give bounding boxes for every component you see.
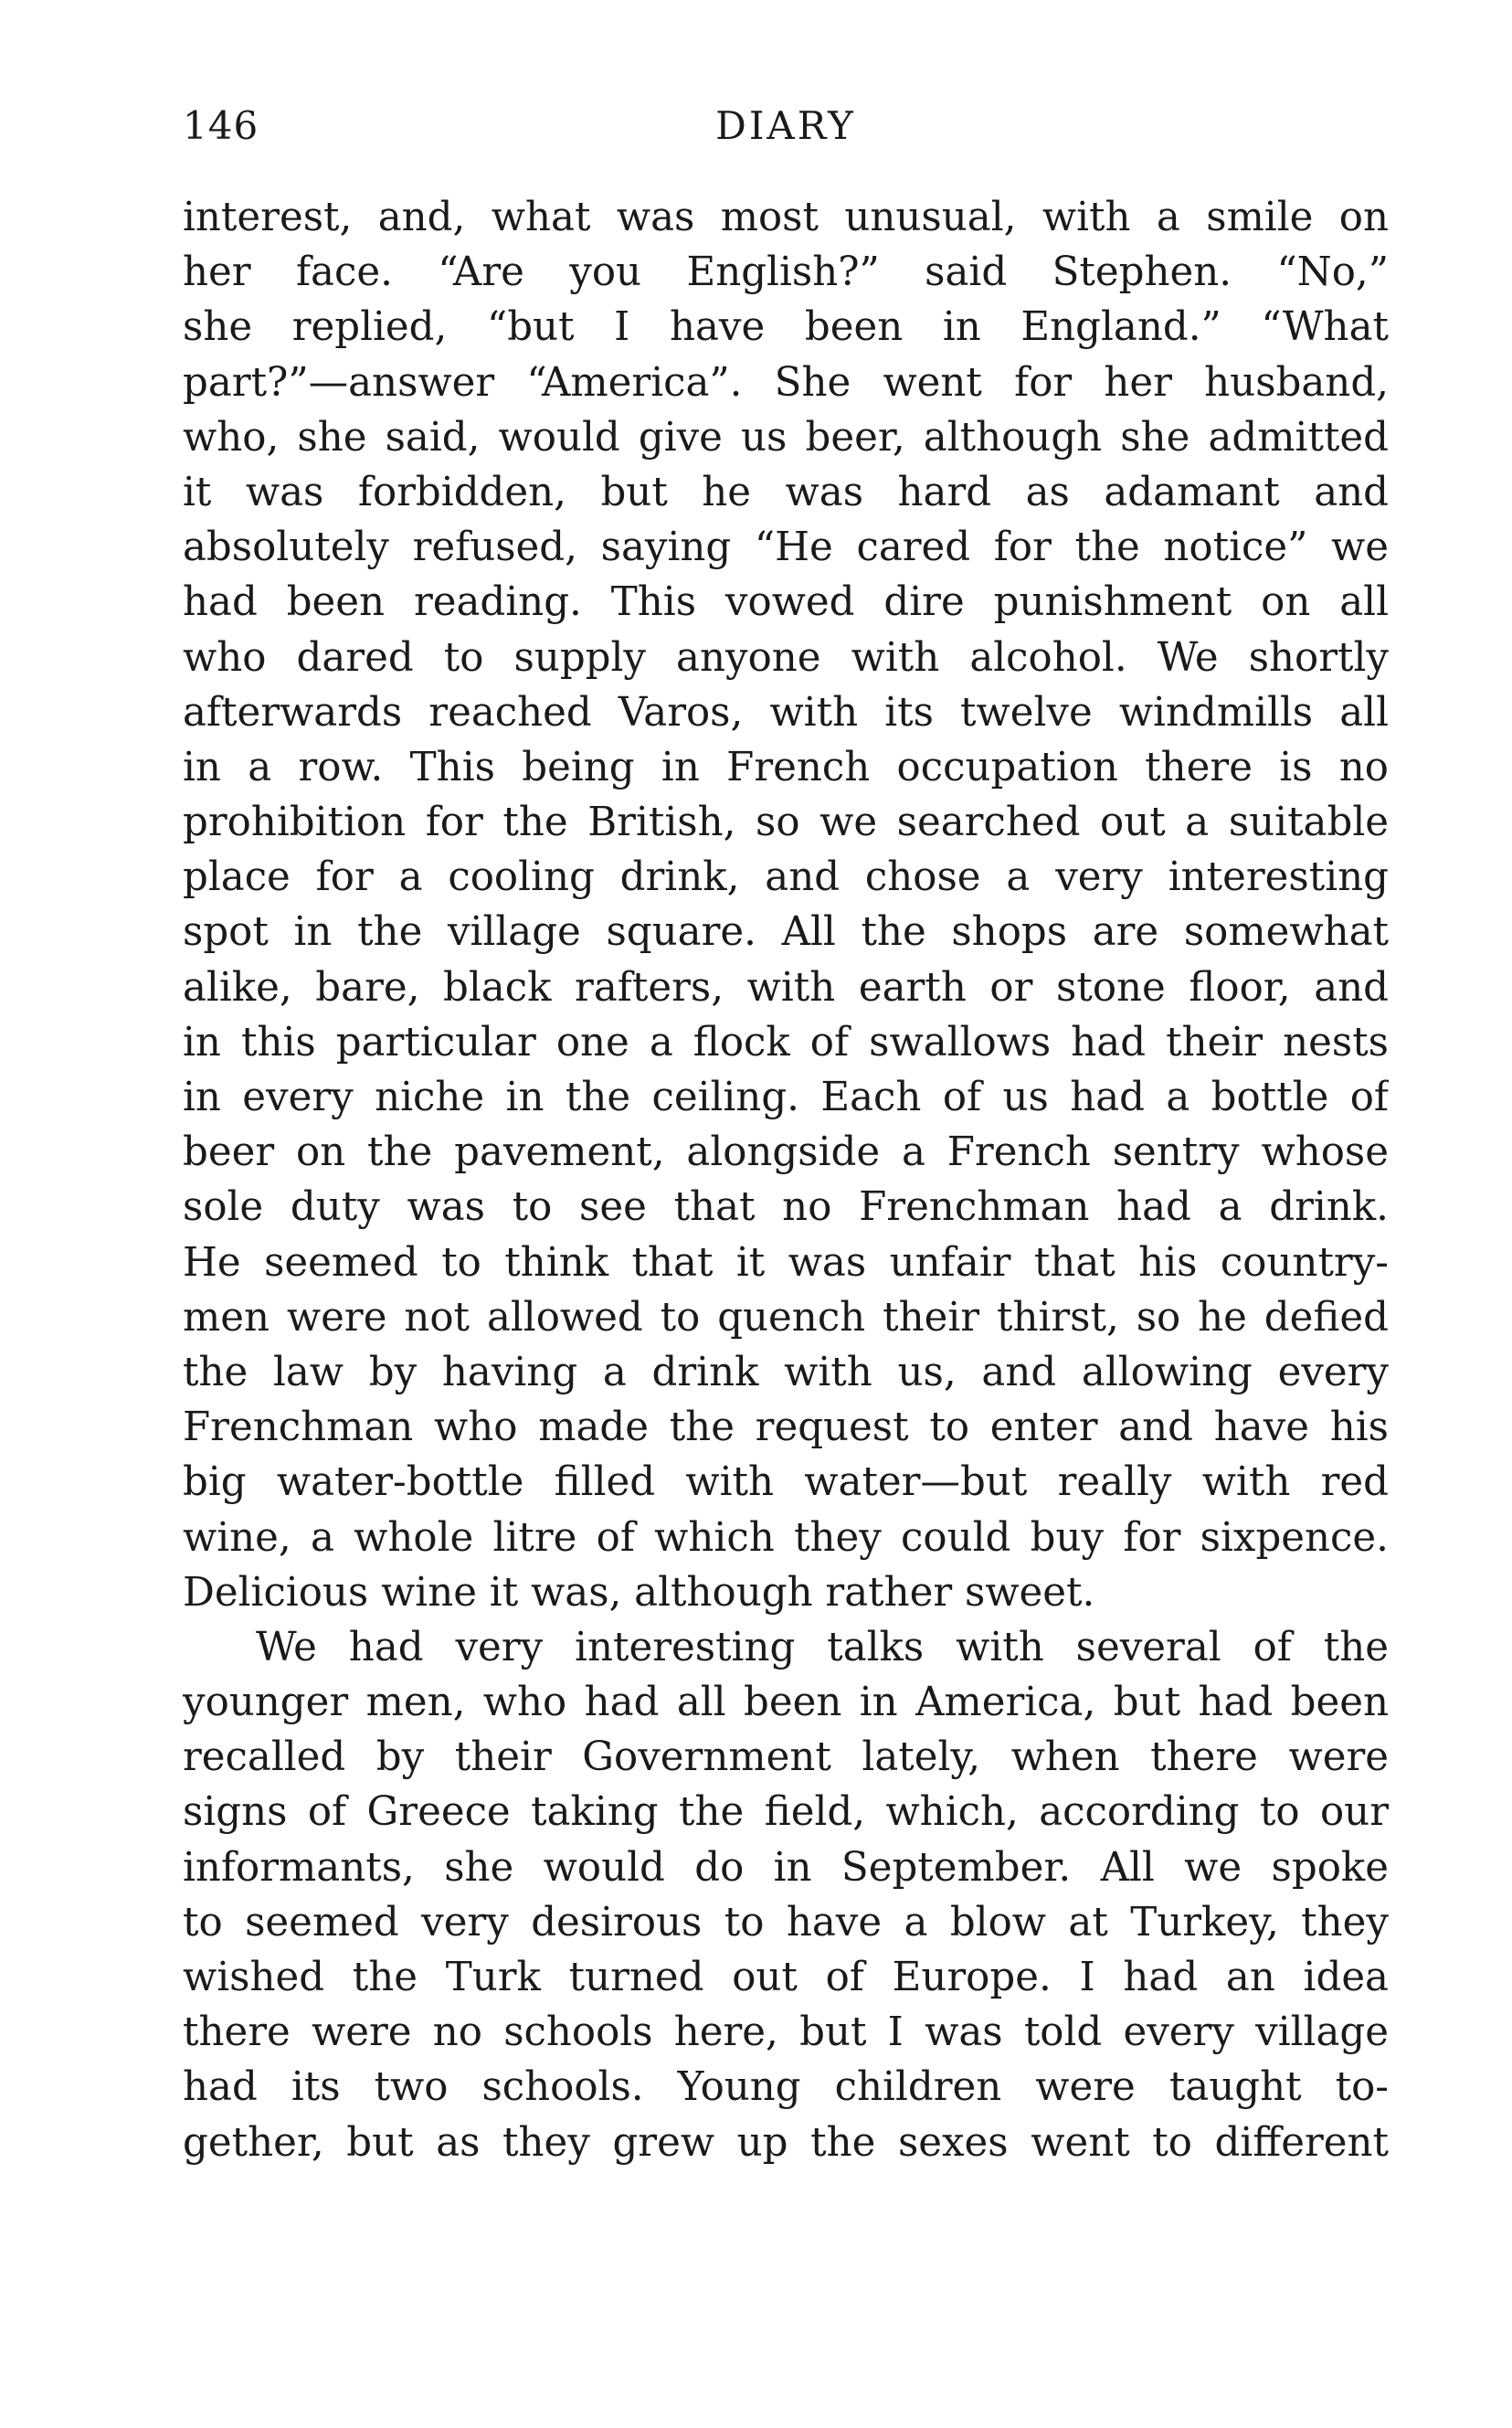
text-line: it was forbidden, but he was hard as adamant and <box>183 469 1389 515</box>
text-line: informants, she would do in September. All we spoke <box>183 1844 1389 1891</box>
paragraph <box>183 190 1389 1620</box>
text-line: men were not allowed to quench their thirst, so he defied <box>183 1294 1389 1341</box>
text-line: in a row. This being in French occupation there is no <box>183 744 1389 790</box>
text-line: had its two schools. Young children were taught to- <box>183 2064 1389 2111</box>
text-line: signs of Greece taking the field, which, according to our <box>183 1789 1389 1836</box>
paragraph <box>183 1620 1389 2170</box>
text-line: spot in the village square. All the shops are somewhat <box>183 909 1389 956</box>
text-line: her face. “Are you English?” said Stephen. “No,” <box>183 249 1389 296</box>
page-header <box>183 99 1389 154</box>
text-line: prohibition for the British, so we searched out a suitable <box>183 800 1389 846</box>
text-line: to seemed very desirous to have a blow at Turkey, they <box>183 1899 1389 1946</box>
text-line: had been reading. This vowed dire punishment on all <box>183 579 1389 626</box>
text-line: wished the Turk turned out of Europe. I had an idea <box>183 1955 1389 2000</box>
text-line: big water-bottle filled with water—but really with red <box>183 1459 1389 1506</box>
text-line: in every niche in the ceiling. Each of us had a bottle of <box>183 1075 1389 1120</box>
page-number: 146 <box>183 103 259 148</box>
text-line: afterwards reached Varos, with its twelve windmills all <box>183 689 1389 736</box>
text-line: wine, a whole litre of which they could buy for sixpence. <box>183 1514 1389 1561</box>
text-line: recalled by their Government lately, when there were <box>183 1734 1389 1781</box>
text-line: the law by having a drink with us, and allowing every <box>183 1349 1389 1395</box>
text-line: who, she said, would give us beer, although she admitted <box>183 414 1389 461</box>
text-line: sole duty was to see that no Frenchman had a drink. <box>183 1184 1389 1231</box>
text-line: there were no schools here, but I was told every village <box>183 2009 1389 2056</box>
text-line: Delicious wine it was, although rather sweet. <box>183 1569 1095 1616</box>
text-line: in this particular one a flock of swallows had their nests <box>183 1019 1389 1066</box>
body-text <box>183 190 1389 2170</box>
text-line: beer on the pavement, alongside a French sentry whose <box>183 1129 1389 1176</box>
text-line: gether, but as they grew up the sexes went to different <box>183 2119 1389 2166</box>
running-title: DIARY <box>715 103 856 148</box>
text-line: who dared to supply anyone with alcohol. We shortly <box>183 634 1389 681</box>
text-line: alike, bare, black rafters, with earth or stone floor, and <box>183 964 1389 1011</box>
text-line: she replied, “but I have been in England.” “What <box>183 304 1389 351</box>
text-line: younger men, who had all been in America, but had been <box>183 1680 1389 1726</box>
text-line: He seemed to think that it was unfair that his country- <box>183 1239 1389 1286</box>
text-line: We had very interesting talks with several of the <box>256 1624 1389 1670</box>
text-line: absolutely refused, saying “He cared for the notice” we <box>183 525 1389 571</box>
text-line: part?”—answer “America”. She went for her husband, <box>183 359 1389 406</box>
text-line: place for a cooling drink, and chose a very interesting <box>183 854 1389 901</box>
text-line: Frenchman who made the request to enter and have his <box>183 1405 1389 1451</box>
text-line: interest, and, what was most unusual, with a smile on <box>183 195 1389 240</box>
